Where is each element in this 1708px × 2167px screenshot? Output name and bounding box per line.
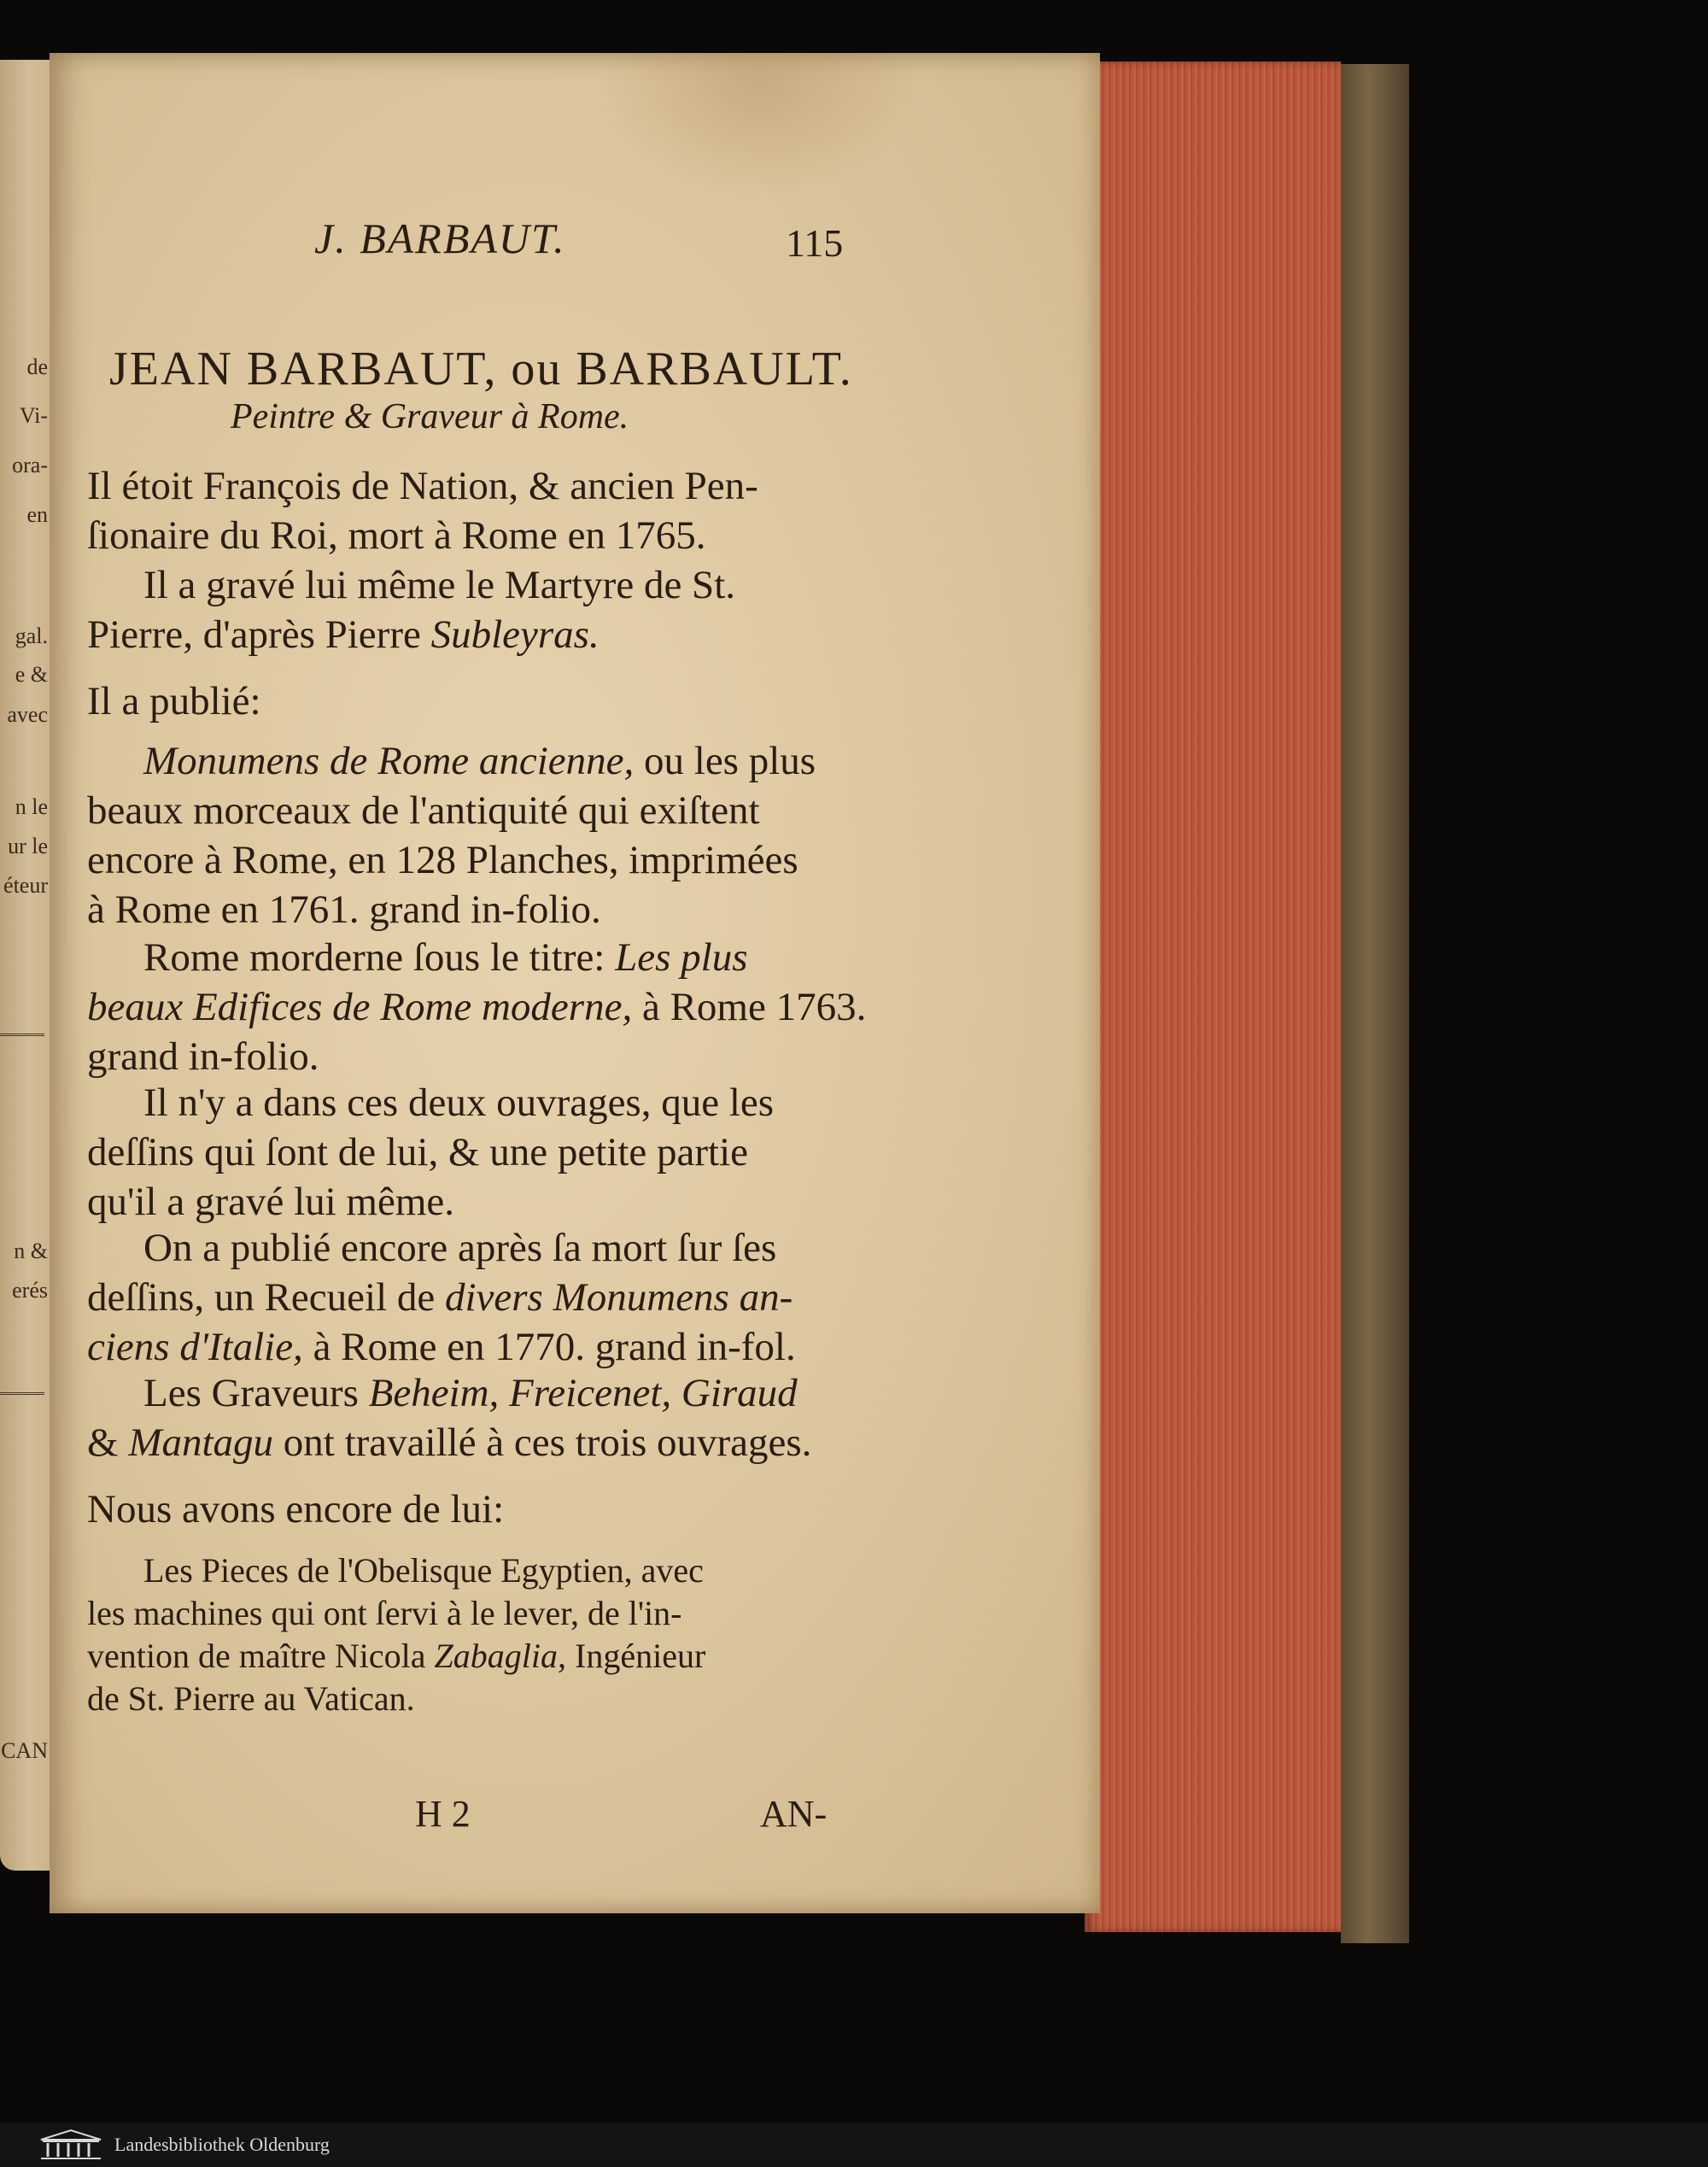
left-fragment: avec <box>7 702 48 727</box>
text-line: les machines qui ont ſervi à le lever, de l'in- <box>87 1594 682 1632</box>
work-title: divers Monumens an- <box>444 1275 793 1320</box>
work-title: Monumens de Rome ancienne, <box>143 739 635 783</box>
left-fragment: éteur <box>3 873 48 898</box>
text-line <box>87 736 881 786</box>
text-line: Les Pieces de l'Obelisque Egyptien, avec <box>143 1551 704 1590</box>
text-run: deſſins, un Recueil de <box>87 1275 445 1320</box>
left-rule <box>0 1034 44 1036</box>
catchword: AN- <box>760 1793 828 1835</box>
text-line: à Rome en 1761. grand in-folio. <box>87 887 601 932</box>
engraver-names: Beheim, Freicenet, Giraud <box>368 1371 798 1415</box>
text-run: Rome morderne ſous le titre: <box>143 935 616 980</box>
entry-subtitle: Peintre & Graveur à Rome. <box>231 397 629 436</box>
text-run: à Rome en 1770. grand in-fol. <box>302 1325 796 1369</box>
text-run: vention de maître Nicola <box>87 1637 435 1675</box>
left-fragment: e & <box>15 662 48 687</box>
text-run: & <box>87 1420 129 1465</box>
paragraph-obelisque <box>87 1549 881 1720</box>
library-building-icon <box>38 2128 104 2162</box>
previous-page-edge <box>0 60 50 1871</box>
paragraph-deux-ouvrages <box>87 1078 881 1227</box>
work-title: Les plus <box>615 935 748 980</box>
paragraph-biography <box>87 461 881 560</box>
left-fragment: gal. <box>15 624 48 648</box>
signature-mark: H 2 <box>415 1793 471 1835</box>
work-title: beaux Edifices de Rome moderne, <box>87 985 633 1029</box>
text-line <box>87 982 881 1032</box>
text-line <box>87 933 881 982</box>
engraver-name: Mantagu <box>128 1420 274 1465</box>
book-binding <box>1341 64 1409 1943</box>
text-line: deſſins qui ſont de lui, & une petite partie <box>87 1130 749 1174</box>
text-line: encore à Rome, en 128 Planches, imprimées <box>87 838 798 882</box>
book-fore-edge <box>1085 61 1341 1932</box>
text-line: qu'il a gravé lui même. <box>87 1180 455 1224</box>
text-line: de St. Pierre au Vatican. <box>87 1679 415 1718</box>
left-fragment: de <box>26 354 48 379</box>
paragraph-recueil <box>87 1223 881 1372</box>
left-fragment: en <box>26 502 48 527</box>
text-run: Les Graveurs <box>143 1371 369 1415</box>
entry-title: JEAN BARBAUT, ou BARBAULT. <box>109 343 853 395</box>
running-header: J. BARBAUT. <box>314 214 566 262</box>
paragraph-monumens <box>87 736 881 934</box>
left-fragment: ur le <box>8 834 48 858</box>
text-line: Il n'y a dans ces deux ouvrages, que les <box>143 1081 775 1125</box>
text-line <box>87 1635 881 1678</box>
book-page <box>50 53 1100 1913</box>
text-line: On a publié encore après ſa mort ſur ſes <box>143 1226 777 1270</box>
left-fragment: erés <box>12 1278 48 1303</box>
text-run: à Rome 1763. <box>632 985 867 1029</box>
text-run: Ingénieur <box>566 1637 706 1675</box>
person-name: Zabaglia, <box>434 1637 567 1675</box>
text-line <box>87 610 881 659</box>
text-line: ſionaire du Roi, mort à Rome en 1765. <box>87 513 706 558</box>
work-title: ciens d'Italie, <box>87 1325 303 1369</box>
text-run: ont travaillé à ces trois ouvrages. <box>273 1420 812 1465</box>
paragraph-rome-moderne <box>87 933 881 1081</box>
paragraph-martyrdom <box>87 560 881 659</box>
paragraph-graveurs <box>87 1368 881 1467</box>
paragraph-encore-heading <box>87 1485 881 1534</box>
left-rule <box>0 1392 44 1395</box>
text-line: beaux morceaux de l'antiquité qui exiſtent <box>87 788 760 833</box>
text-line: grand in-folio. <box>87 1034 319 1079</box>
left-fragment: n & <box>14 1239 48 1263</box>
text-line: Il a gravé lui même le Martyre de St. <box>143 563 735 607</box>
text-line: Nous avons encore de lui: <box>87 1487 505 1532</box>
text-run: Pierre, d'après Pierre <box>87 612 431 657</box>
library-name: Landesbibliothek Oldenburg <box>114 2134 330 2155</box>
paragraph-published-heading <box>87 676 881 726</box>
left-fragment: CAN <box>1 1738 48 1763</box>
left-fragment: n le <box>15 794 48 819</box>
footer-bar <box>0 2123 1708 2167</box>
text-line <box>87 1418 881 1467</box>
text-line <box>87 1322 881 1372</box>
text-line: Il a publié: <box>87 679 261 723</box>
left-fragment: ora- <box>12 453 48 477</box>
artist-name: Subleyras. <box>430 612 600 657</box>
text-line <box>87 1273 881 1322</box>
text-line <box>87 1368 881 1418</box>
text-run: ou les plus <box>634 739 816 783</box>
text-line: Il étoit François de Nation, & ancien Pen- <box>87 464 758 508</box>
page-number: 115 <box>786 221 844 265</box>
left-fragment: Vi- <box>19 403 48 428</box>
